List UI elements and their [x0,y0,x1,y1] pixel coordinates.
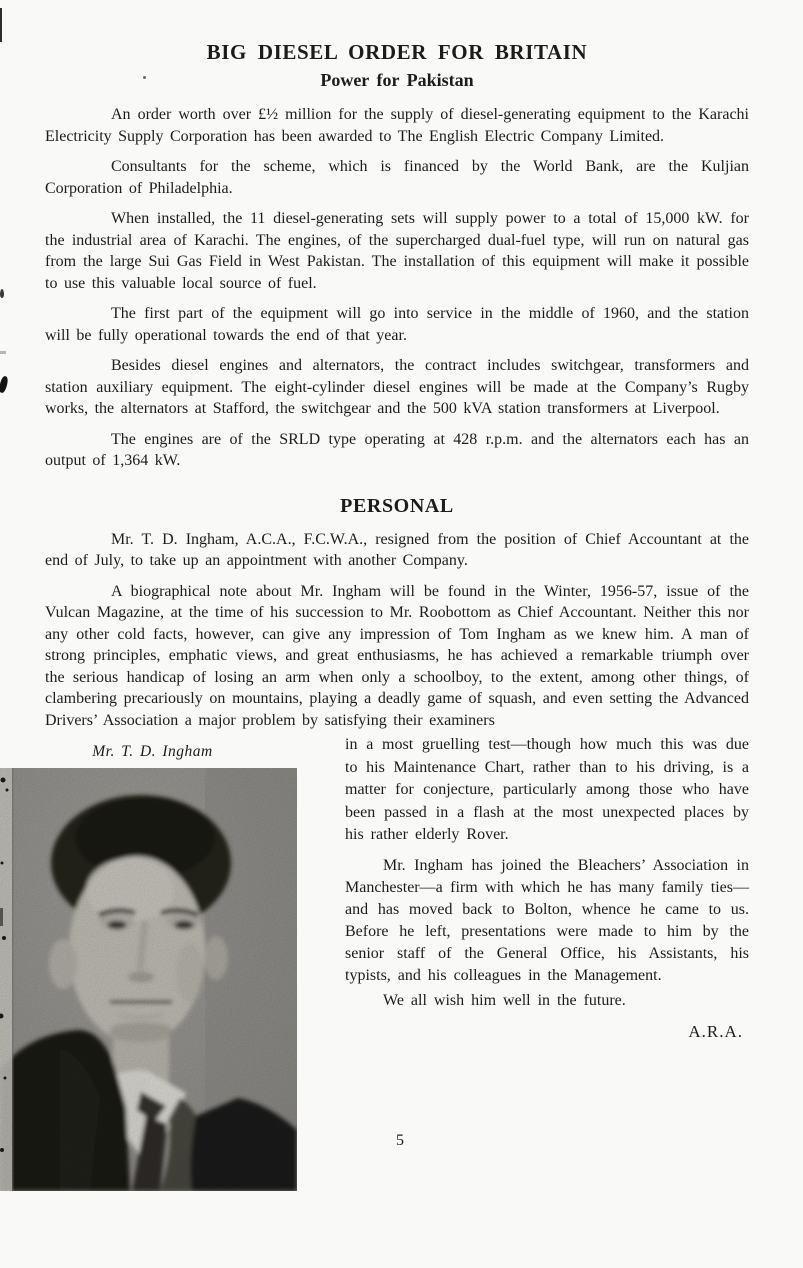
paragraph: The first part of the equipment will go into service in the middle of 1960, and the station will be fully operational towards the end of that year. [45,305,749,344]
paragraph: A biographical note about Mr. Ingham will be found in the Winter, 1956-57, issue of the Vulcan Magazine, at the time of his succession to Mr. Roobottom as Chief Accountant. Neither this nor any other cold facts, however, can give any impression of Tom Ingham as we knew him. A man of strong principles, emphatic views, and great enthusiasms, he has achieved a remarkable triumph over the serious handicap of losing an arm when only a schoolboy, to the extent, among other things, of clambering precariously on mountains, playing a deadly game of squash, and even setting the Advanced Drivers’ Association a major problem by satisfying their examiners [45,582,749,729]
portrait-photo [0,768,297,1191]
photo-caption: Mr. T. D. Ingham [92,743,213,760]
paragraph: When installed, the 11 diesel-generating sets will supply power to a total of 15,000 kW. for the industrial area of Karachi. The engines, of the supercharged dual-fuel type, will run on natural gas from the large Sui Gas Field in West Pakistan. The installation of this equipment will make it possible to use this valuable local source of fuel. [45,210,749,292]
paragraph: The engines are of the SRLD type operating at 428 r.p.m. and the alternators each has an output of 1,364 kW. [45,430,749,469]
paragraph: Mr. T. D. Ingham, A.C.A., F.C.W.A., resigned from the position of Chief Accountant at the end of July, to take up an appointment with another Company. [45,530,749,569]
page-number: 5 [396,1132,404,1149]
paragraph: Consultants for the scheme, which is financed by the World Bank, are the Kuljian Corporation of Philadelphia. [45,158,749,197]
paragraph: An order worth over £½ million for the supply of diesel-generating equipment to the Karachi Electricity Supply Corporation has been awarded to The English Electric Company Limited. [45,106,749,145]
paragraph-continuation: in a most gruelling test—though how much this was due to his Maintenance Chart, rather than to his driving, is a matter for conjecture, particularly among those who have been passed in a flash at the most unexpected places by his rather elderly Rover. [345,736,749,843]
portrait-figure [0,742,297,1191]
photo-text-wrap [45,734,749,1042]
article-subtitle: Power for Pakistan [320,70,474,90]
paragraph: Mr. Ingham has joined the Bleachers’ Association in Manchester—a firm with which he has many family ties—and has moved back to Bolton, whence he came to us. Before he left, presentations were made to him by the senior staff of the General Office, his Assistants, his typists, and his colleagues in the Management. [345,856,749,984]
signature: A.R.A. [688,1021,743,1041]
article-title: BIG DIESEL ORDER FOR BRITAIN [206,40,588,64]
paragraph: We all wish him well in the future. [383,991,626,1009]
section-title-personal: PERSONAL [340,494,454,517]
paragraph: Besides diesel engines and alternators, the contract includes switchgear, transformers and station auxiliary equipment. The eight-cylinder diesel engines will be made at the Company’s Rugby works, the alternators at Stafford, the switchgear and the 500 kVA station transformers at Liverpool. [45,357,749,417]
